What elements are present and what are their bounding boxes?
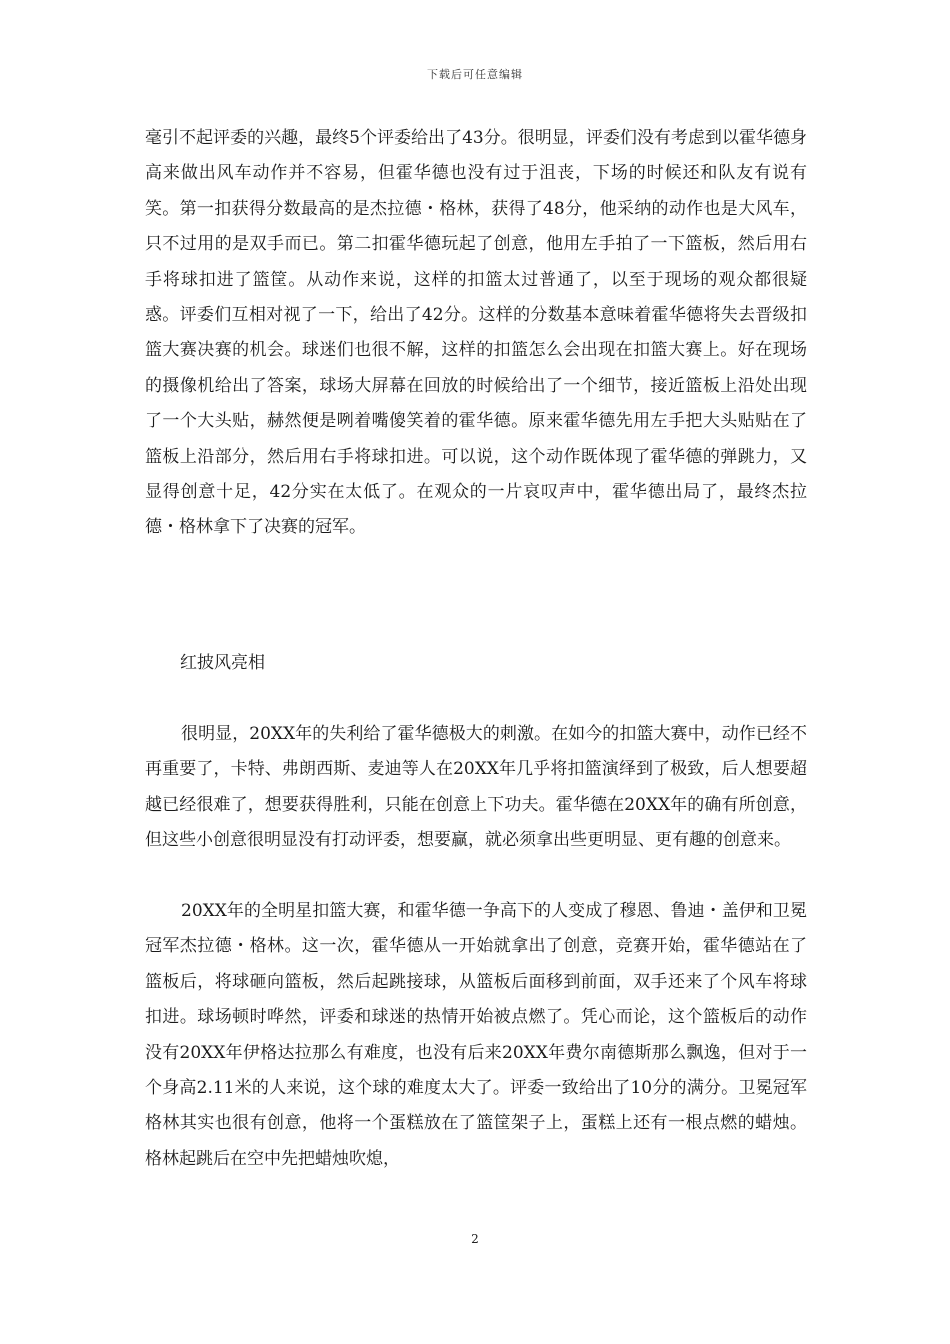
page-number: 2 [471,1232,479,1246]
paragraph-3: 20XX年的全明星扣篮大赛，和霍华德一争高下的人变成了穆恩、鲁迪・盖伊和卫冕冠军杰拉德・格林。这一次，霍华德从一开始就拿出了创意，竞赛开始，霍华德站在了篮板后，将球砸向篮板，然后起跳接球，从篮板后面移到前面，双手还来了个风车将球扣进。球场顿时哗然，评委和球迷的热情开始被点燃了。凭心而论，这个篮板后的动作没有20XX年伊格达拉那么有难度，也没有后来20XX年费尔南德斯那么飘逸，但对于一个身高2.11米的人来说，这个球的难度太大了。评委一致给出了10分的满分。卫冕冠军格林其实也很有创意，他将一个蛋糕放在了篮筐架子上，蛋糕上还有一根点燃的蜡烛。格林起跳后在空中先把蜡烛吹熄， [145,901,807,1169]
page-header: 下载后可任意编辑 [427,68,523,81]
paragraph-1: 毫引不起评委的兴趣，最终5个评委给出了43分。很明显，评委们没有考虑到以霍华德身高来做出风车动作并不容易，但霍华德也没有过于沮丧，下场的时候还和队友有说有笑。第一扣获得分数最高的是杰拉德・格林，获得了48分，他采纳的动作也是大风车，只不过用的是双手而已。第二扣霍华德玩起了创意，他用左手拍了一下篮板，然后用右手将球扣进了篮筐。从动作来说，这样的扣篮太过普通了，以至于现场的观众都很疑惑。评委们互相对视了一下，给出了42分。这样的分数基本意味着霍华德将失去晋级扣篮大赛决赛的机会。球迷们也很不解，这样的扣篮怎么会出现在扣篮大赛上。好在现场的摄像机给出了答案，球场大屏幕在回放的时候给出了一个细节，接近篮板上沿处出现了一个大头贴，赫然便是咧着嘴傻笑着的霍华德。原来霍华德先用左手把大头贴贴在了篮板上沿部分，然后用右手将球扣进。可以说，这个动作既体现了霍华德的弹跳力，又显得创意十足，42分实在太低了。在观众的一片哀叹声中，霍华德出局了，最终杰拉德・格林拿下了决赛的冠军。 [145,128,807,538]
paragraph-2: 很明显，20XX年的失利给了霍华德极大的刺激。在如今的扣篮大赛中，动作已经不再重要了，卡特、弗朗西斯、麦迪等人在20XX年几乎将扣篮演绎到了极致，后人想要超越已经很难了，想要获得胜利，只能在创意上下功夫。霍华德在20XX年的确有所创意，但这些小创意很明显没有打动评委，想要赢，就必须拿出些更明显、更有趣的创意来。 [145,724,807,851]
section-heading: 红披风亮相 [180,653,265,673]
